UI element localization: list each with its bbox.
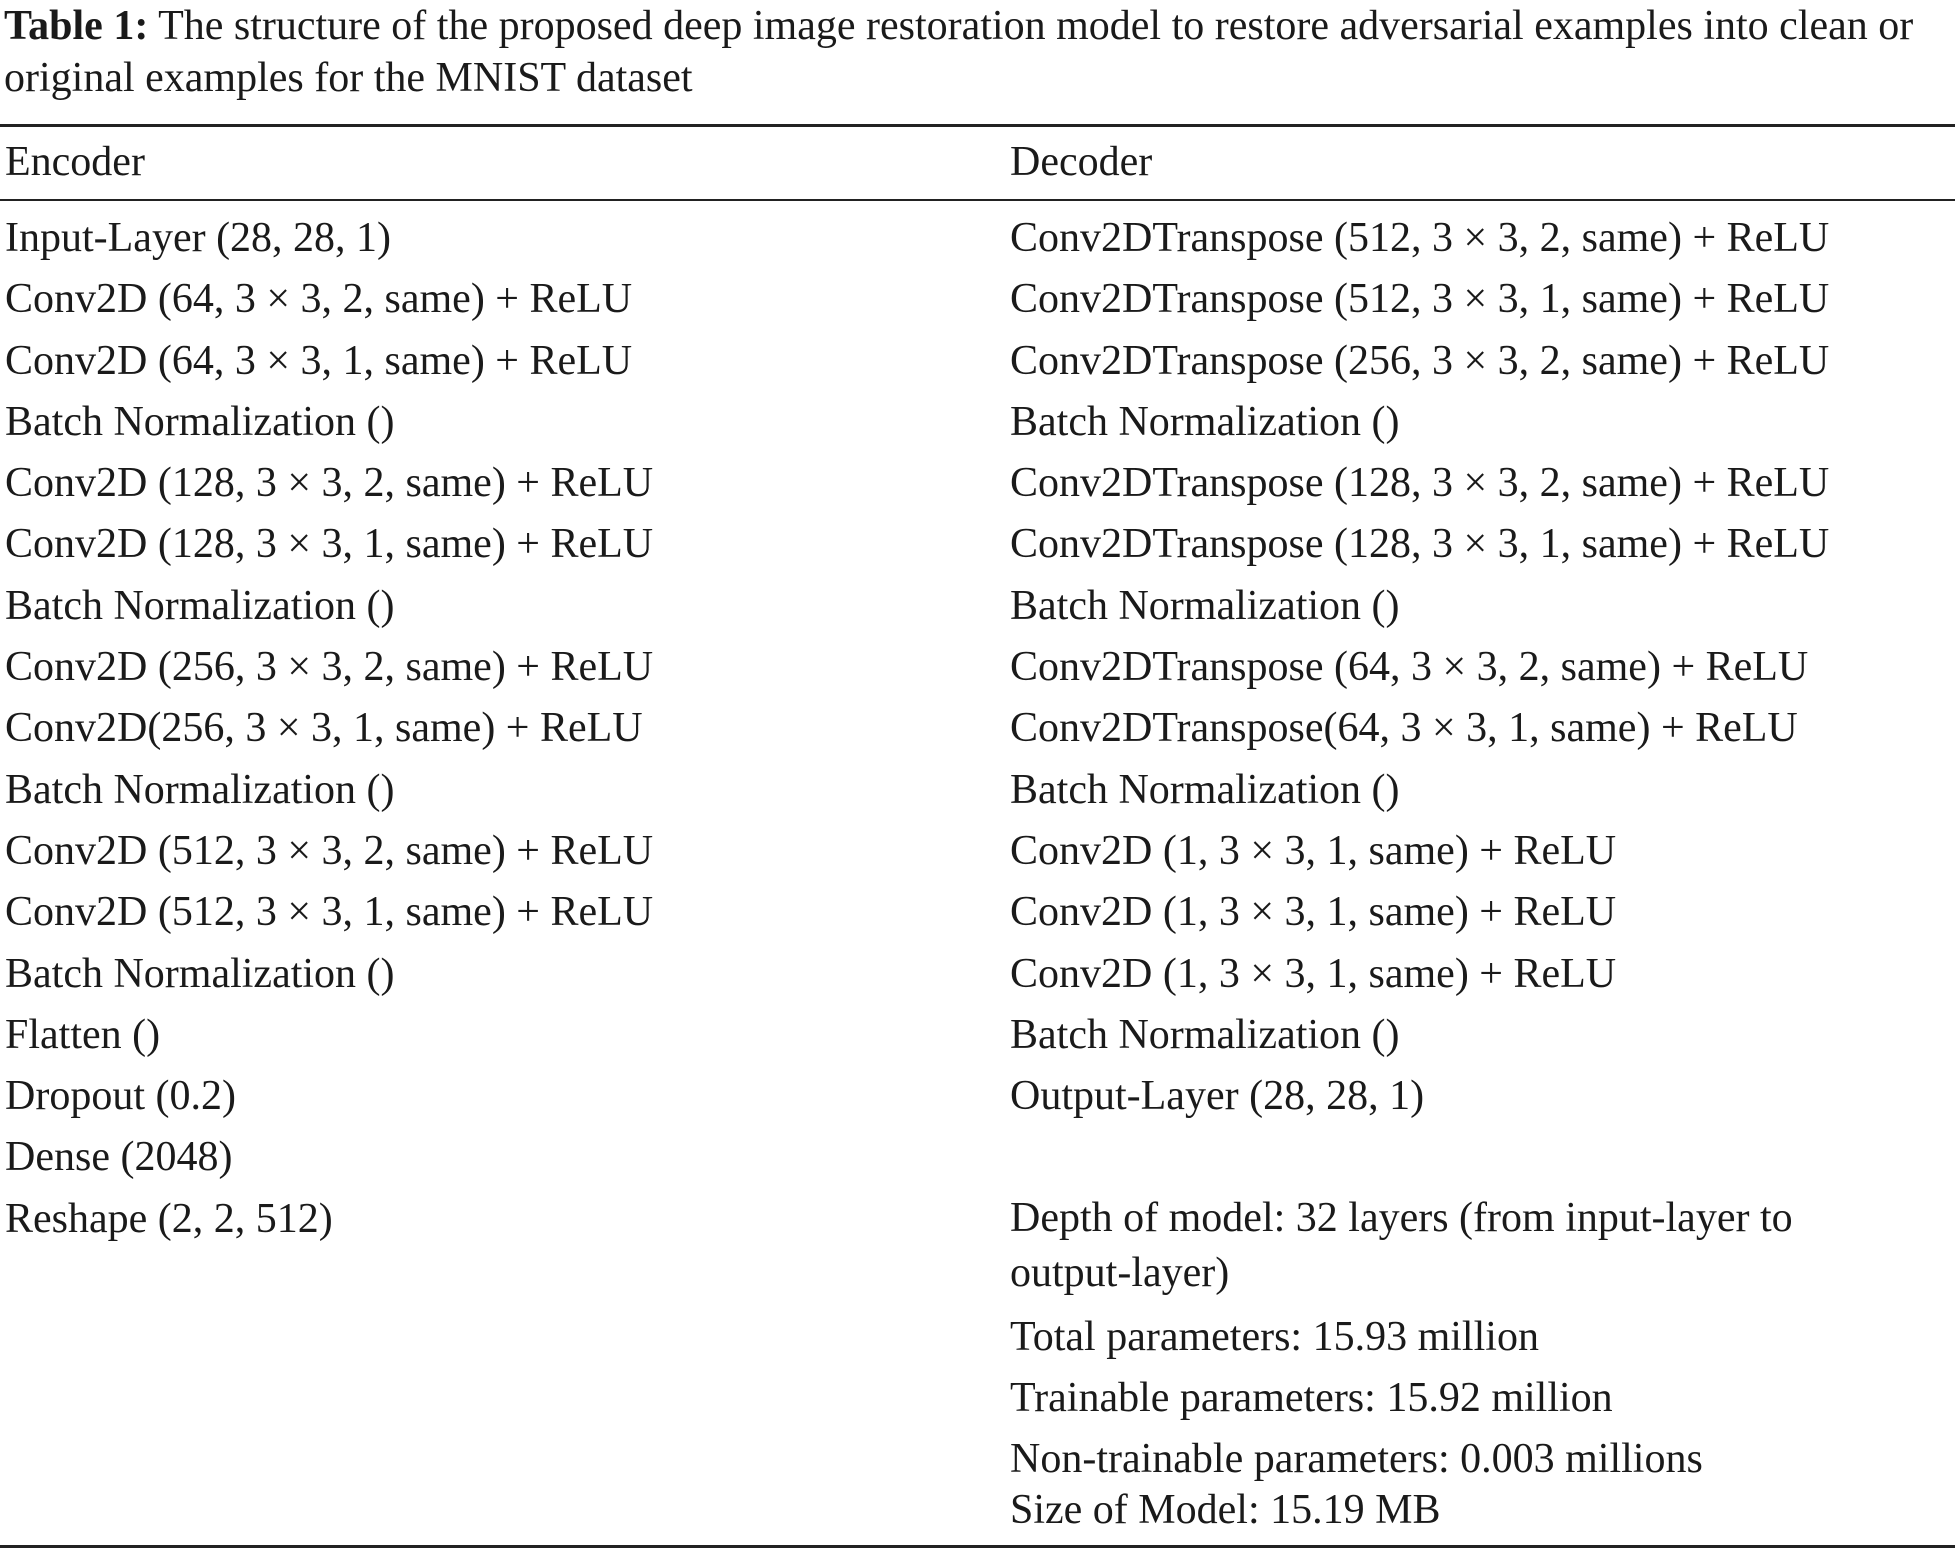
encoder-layer-row: Input-Layer (28, 28, 1) [5,215,392,261]
encoder-layer-row: Dense (2048) [5,1134,233,1181]
decoder-layer-row: Batch Normalization () [1010,582,1400,629]
decoder-layer-row: Conv2DTranspose(64, 3 × 3, 1, same) + ReLU [1010,705,1798,752]
decoder-layer-row: Conv2D (1, 3 × 3, 1, same) + ReLU [1010,827,1617,874]
encoder-header: Encoder [5,139,145,185]
decoder-layer-row: Batch Normalization () [1010,1011,1400,1058]
decoder-column [1010,208,1955,1127]
encoder-column [5,208,995,1250]
encoder-layer-row: Flatten () [5,1011,161,1058]
table-bottom-rule [0,1545,1955,1548]
table-caption-label: Table 1: [4,3,149,49]
decoder-layer-row: Batch Normalization () [1010,766,1400,813]
encoder-layer-row: Batch Normalization () [5,766,395,813]
encoder-layer-row: Batch Normalization () [5,950,395,997]
table-caption-text: The structure of the proposed deep image restoration model to restore adversarial examples into clean or original examples for the MNIST dataset [4,3,1914,101]
trainable-parameters: Trainable parameters: 15.92 million [1010,1375,1613,1421]
decoder-layer-row: Conv2DTranspose (128, 3 × 3, 1, same) + ReLU [1010,521,1830,568]
decoder-layer-row: Conv2DTranspose (512, 3 × 3, 2, same) + ReLU [1010,215,1830,261]
encoder-layer-row: Conv2D (64, 3 × 3, 1, same) + ReLU [5,337,633,384]
encoder-layer-row: Conv2D (256, 3 × 3, 2, same) + ReLU [5,644,654,691]
decoder-layer-row: Batch Normalization () [1010,398,1400,445]
encoder-layer-row: Conv2D(256, 3 × 3, 1, same) + ReLU [5,705,643,752]
encoder-layer-row: Dropout (0.2) [5,1073,236,1120]
decoder-header-cell [1010,132,1955,193]
table-top-rule [0,124,1955,127]
encoder-layer-row: Conv2D (512, 3 × 3, 2, same) + ReLU [5,827,654,874]
encoder-layer-row: Conv2D (64, 3 × 3, 2, same) + ReLU [5,276,633,323]
encoder-header-cell [5,132,995,193]
decoder-layer-row: Conv2DTranspose (64, 3 × 3, 2, same) + ReLU [1010,644,1809,691]
decoder-layer-row: Conv2DTranspose (128, 3 × 3, 2, same) + ReLU [1010,460,1830,507]
table-caption [4,0,1954,104]
total-parameters: Total parameters: 15.93 million [1010,1314,1539,1360]
encoder-layer-row: Conv2D (128, 3 × 3, 2, same) + ReLU [5,460,654,507]
model-size: Size of Model: 15.19 MB [1010,1487,1441,1533]
decoder-layer-row: Conv2DTranspose (512, 3 × 3, 1, same) + ReLU [1010,276,1830,323]
non-trainable-parameters: Non-trainable parameters: 0.003 millions [1010,1436,1703,1482]
decoder-layer-row: Conv2DTranspose (256, 3 × 3, 2, same) + ReLU [1010,337,1830,384]
decoder-layer-row: Conv2D (1, 3 × 3, 1, same) + ReLU [1010,950,1617,997]
encoder-layer-row: Conv2D (512, 3 × 3, 1, same) + ReLU [5,889,654,936]
model-depth-note: Depth of model: 32 layers (from input-layer to output-layer) [1010,1195,1793,1296]
decoder-layer-row: Output-Layer (28, 28, 1) [1010,1073,1425,1120]
decoder-layer-row: Conv2D (1, 3 × 3, 1, same) + ReLU [1010,889,1617,936]
table-header-rule [0,199,1955,201]
decoder-header: Decoder [1010,139,1153,185]
encoder-layer-row: Batch Normalization () [5,398,395,445]
encoder-layer-row: Batch Normalization () [5,582,395,629]
encoder-layer-row: Reshape (2, 2, 512) [5,1195,333,1242]
encoder-layer-row: Conv2D (128, 3 × 3, 1, same) + ReLU [5,521,654,568]
